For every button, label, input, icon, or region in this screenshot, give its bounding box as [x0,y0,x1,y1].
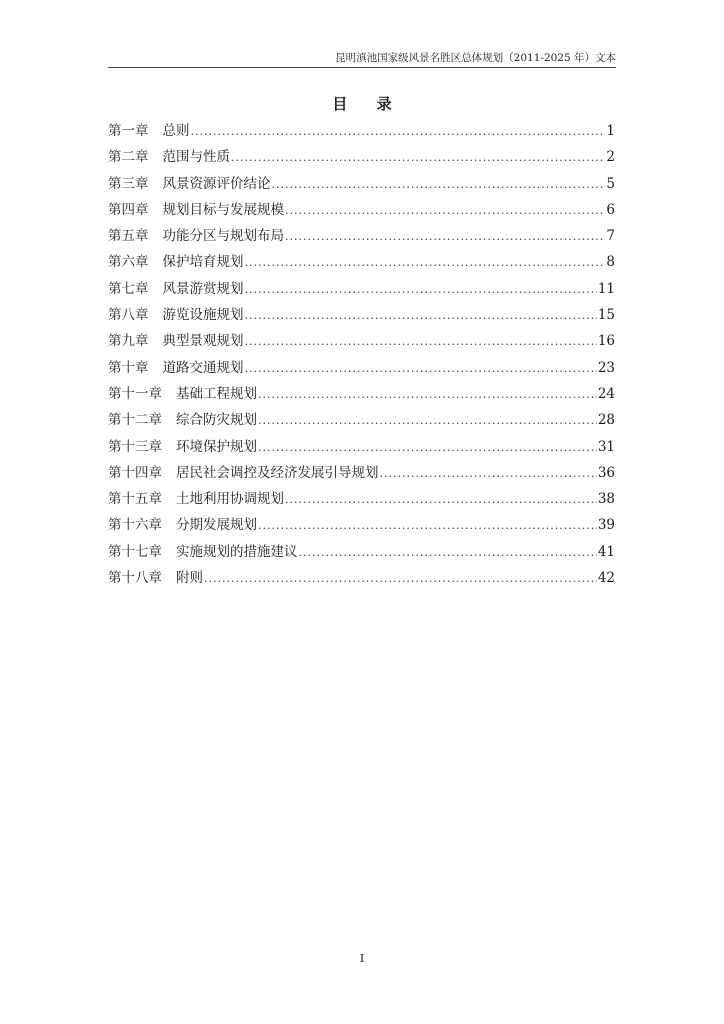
toc-page-number: 24 [597,385,615,402]
toc-page-number: 7 [606,228,615,245]
toc-dot-leader [245,305,597,327]
toc-dot-leader [258,384,597,406]
toc-chapter-label: 第五章 [108,228,149,245]
toc-page-number: 16 [597,333,615,350]
toc-entry[interactable] [108,251,615,277]
toc-entry[interactable] [108,304,615,330]
toc-entry[interactable] [108,436,615,462]
toc-chapter-label: 第十六章 [108,517,162,534]
toc-page-number: 38 [597,491,615,508]
toc-entry[interactable] [108,567,615,593]
toc-page-number: 8 [606,254,615,271]
toc-chapter-label: 第十八章 [108,570,162,587]
toc-dot-leader [191,121,606,143]
toc-dot-leader [245,279,597,301]
toc-dot-leader [231,147,605,169]
toc-dot-leader [380,463,597,485]
toc-chapter-label: 第八章 [108,307,149,324]
toc-dot-leader [258,410,597,432]
toc-dot-leader [285,226,605,248]
toc-chapter-label: 第三章 [108,175,149,192]
toc-page-number: 36 [597,464,615,481]
toc-chapter-title: 分期发展规划 [176,517,257,534]
toc-entry[interactable] [108,409,615,435]
toc-page-number: 39 [597,517,615,534]
toc-page-number: 23 [597,359,615,376]
toc-chapter-label: 第十四章 [108,464,162,481]
toc-chapter-label: 第十三章 [108,438,162,455]
toc-dot-leader [245,331,597,353]
toc-chapter-title: 总则 [162,123,190,139]
toc-entry[interactable] [108,146,615,172]
toc-chapter-title: 环境保护规划 [176,438,257,455]
toc-chapter-title: 典型景观规划 [162,333,244,350]
toc-chapter-title: 实施规划的措施建议 [176,543,298,560]
toc-entry[interactable] [108,462,615,488]
toc-entry[interactable] [108,357,615,383]
toc-dot-leader [285,489,597,511]
toc-chapter-title: 基础工程规划 [176,385,257,402]
toc-dot-leader [258,437,597,459]
toc-page-number: 42 [597,570,615,587]
toc-page-number: 41 [597,543,615,560]
toc-chapter-title: 风景游赏规划 [162,280,244,297]
toc-entry[interactable] [108,541,615,567]
toc-chapter-label: 第十五章 [108,491,162,508]
header-rule [108,67,616,68]
toc-chapter-label: 第十一章 [108,385,162,402]
toc-dot-leader [245,358,597,380]
toc-page-number: 28 [597,412,615,429]
toc-chapter-label: 第九章 [108,333,149,350]
toc-entry[interactable] [108,383,615,409]
toc-dot-leader [258,515,597,537]
toc-page-number: 11 [597,280,615,297]
toc-chapter-title: 道路交通规划 [162,359,244,376]
toc-entry[interactable] [108,278,615,304]
toc-chapter-label: 第四章 [108,201,149,218]
toc-entry[interactable] [108,514,615,540]
toc-chapter-label: 第十二章 [108,412,162,429]
toc-chapter-label: 第二章 [108,149,149,166]
toc-chapter-title: 综合防灾规划 [176,412,257,429]
toc-chapter-title: 功能分区与规划布局 [162,228,284,245]
toc-chapter-label: 第十七章 [108,543,162,560]
toc-chapter-title: 风景资源评价结论 [162,175,271,192]
toc-chapter-title: 居民社会调控及经济发展引导规划 [176,464,379,481]
toc-entry[interactable] [108,120,615,146]
toc-page-number: 31 [597,438,615,455]
toc-dot-leader [299,542,597,564]
page-number: I [359,952,365,965]
toc-page-number: 5 [606,175,615,192]
toc-dot-leader [204,568,597,590]
toc-chapter-title: 土地利用协调规划 [176,491,284,508]
toc-chapter-label: 第六章 [108,254,149,271]
toc-page-number: 2 [606,149,615,166]
toc-chapter-title: 保护培育规划 [162,254,244,271]
toc-chapter-title: 游览设施规划 [162,307,244,324]
toc-dot-leader [272,174,606,196]
toc-chapter-label: 第十章 [108,359,149,376]
toc-entry[interactable] [108,330,615,356]
toc-chapter-label: 第七章 [108,280,149,297]
toc-entry[interactable] [108,173,615,199]
toc-entry[interactable] [108,488,615,514]
toc-list [108,120,615,593]
running-header: 昆明滇池国家级风景名胜区总体规划（2011-2025 年）文本 [335,52,616,64]
toc-page-number: 6 [606,201,615,218]
toc-chapter-title: 范围与性质 [162,149,230,166]
toc-page-number: 15 [597,307,615,324]
toc-entry[interactable] [108,199,615,225]
toc-title: 目 录 [332,95,404,113]
toc-entry[interactable] [108,225,615,251]
toc-chapter-label: 第一章 [108,123,149,139]
toc-dot-leader [285,200,605,222]
toc-page-number: 1 [606,123,615,139]
toc-chapter-title: 附则 [176,570,203,587]
toc-dot-leader [245,252,606,274]
toc-chapter-title: 规划目标与发展规模 [162,201,284,218]
